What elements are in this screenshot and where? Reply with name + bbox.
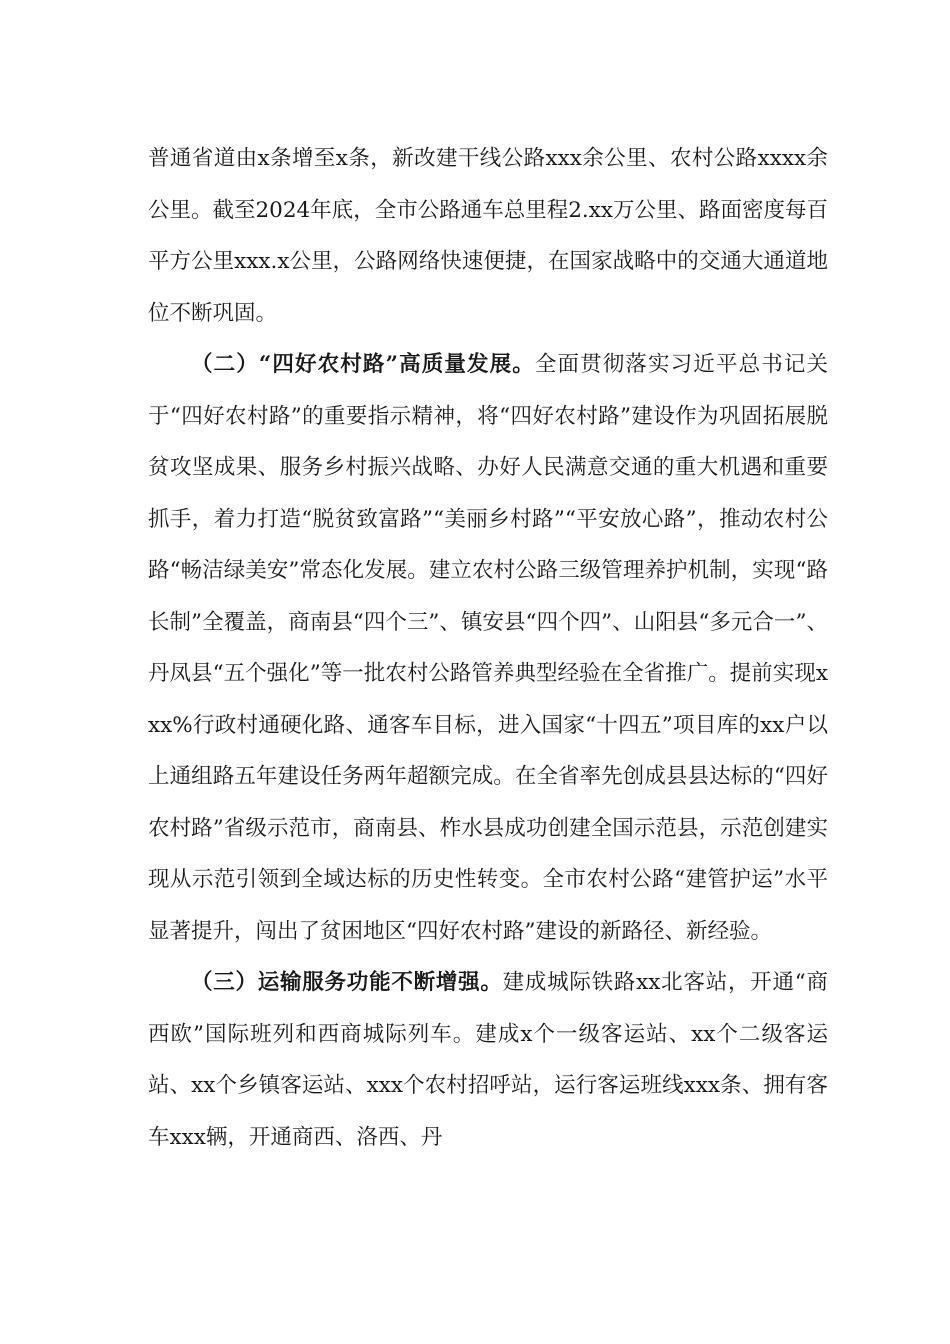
paragraph-text: 全面贯彻落实习近平总书记关于“四好农村路”的重要指示精神，将“四好农村路”建设作为巩固拓展脱贫攻坚成果、服务乡村振兴战略、办好人民满意交通的重大机遇和重要抓手，着力打造“脱贫致富路”“美丽乡村路”“平安放心路”，推动农村公路“畅洁绿美安”常态化发展。建立农村公路三级管理养护机制，实现“路长制”全覆盖，商南县“四个三”、镇安县“四个四”、山阳县“多元合一”、丹凤县“五个强化”等一批农村公路管养典型经验在全省推广。提前实现xxx%行政村通硬化路、通客车目标，进入国家“十四五”项目库的xx户以上通组路五年建设任务两年超额完成。在全省率先创成县县达标的“四好农村路”省级示范市，商南县、柞水县成功创建全国示范县，示范创建实现从示范引领到全域达标的历史性转变。全市农村公路“建管护运”水平显著提升，闯出了贫困地区“四好农村路”建设的新路径、新经验。 bbox=[148, 352, 828, 944]
section-heading-transport-services: （三）运输服务功能不断增强。 bbox=[191, 970, 503, 995]
paragraph-text: 普通省道由x条增至x条，新改建干线公路xxx余公里、农村公路xxxx余公里。截至2024年底，全市公路通车总里程2.xx万公里、路面密度每百平方公里xxx.x公里，公路网络快速便捷，在国家战略中的交通大通道地位不断巩固。 bbox=[148, 146, 828, 326]
section-heading-rural-roads: （二）“四好农村路”高质量发展。 bbox=[191, 352, 535, 377]
document-body bbox=[148, 133, 828, 1163]
paragraph-transport-services bbox=[148, 957, 828, 1163]
paragraph-road-network bbox=[148, 133, 828, 339]
paragraph-text: 建成城际铁路xx北客站，开通“商西欧”国际班列和西商城际列车。建成x个一级客运站、xx个二级客运站、xx个乡镇客运站、xxx个农村招呼站，运行客运班线xxx条、拥有客车xxx辆，开通商西、洛西、丹 bbox=[148, 970, 828, 1150]
paragraph-rural-roads bbox=[148, 339, 828, 957]
